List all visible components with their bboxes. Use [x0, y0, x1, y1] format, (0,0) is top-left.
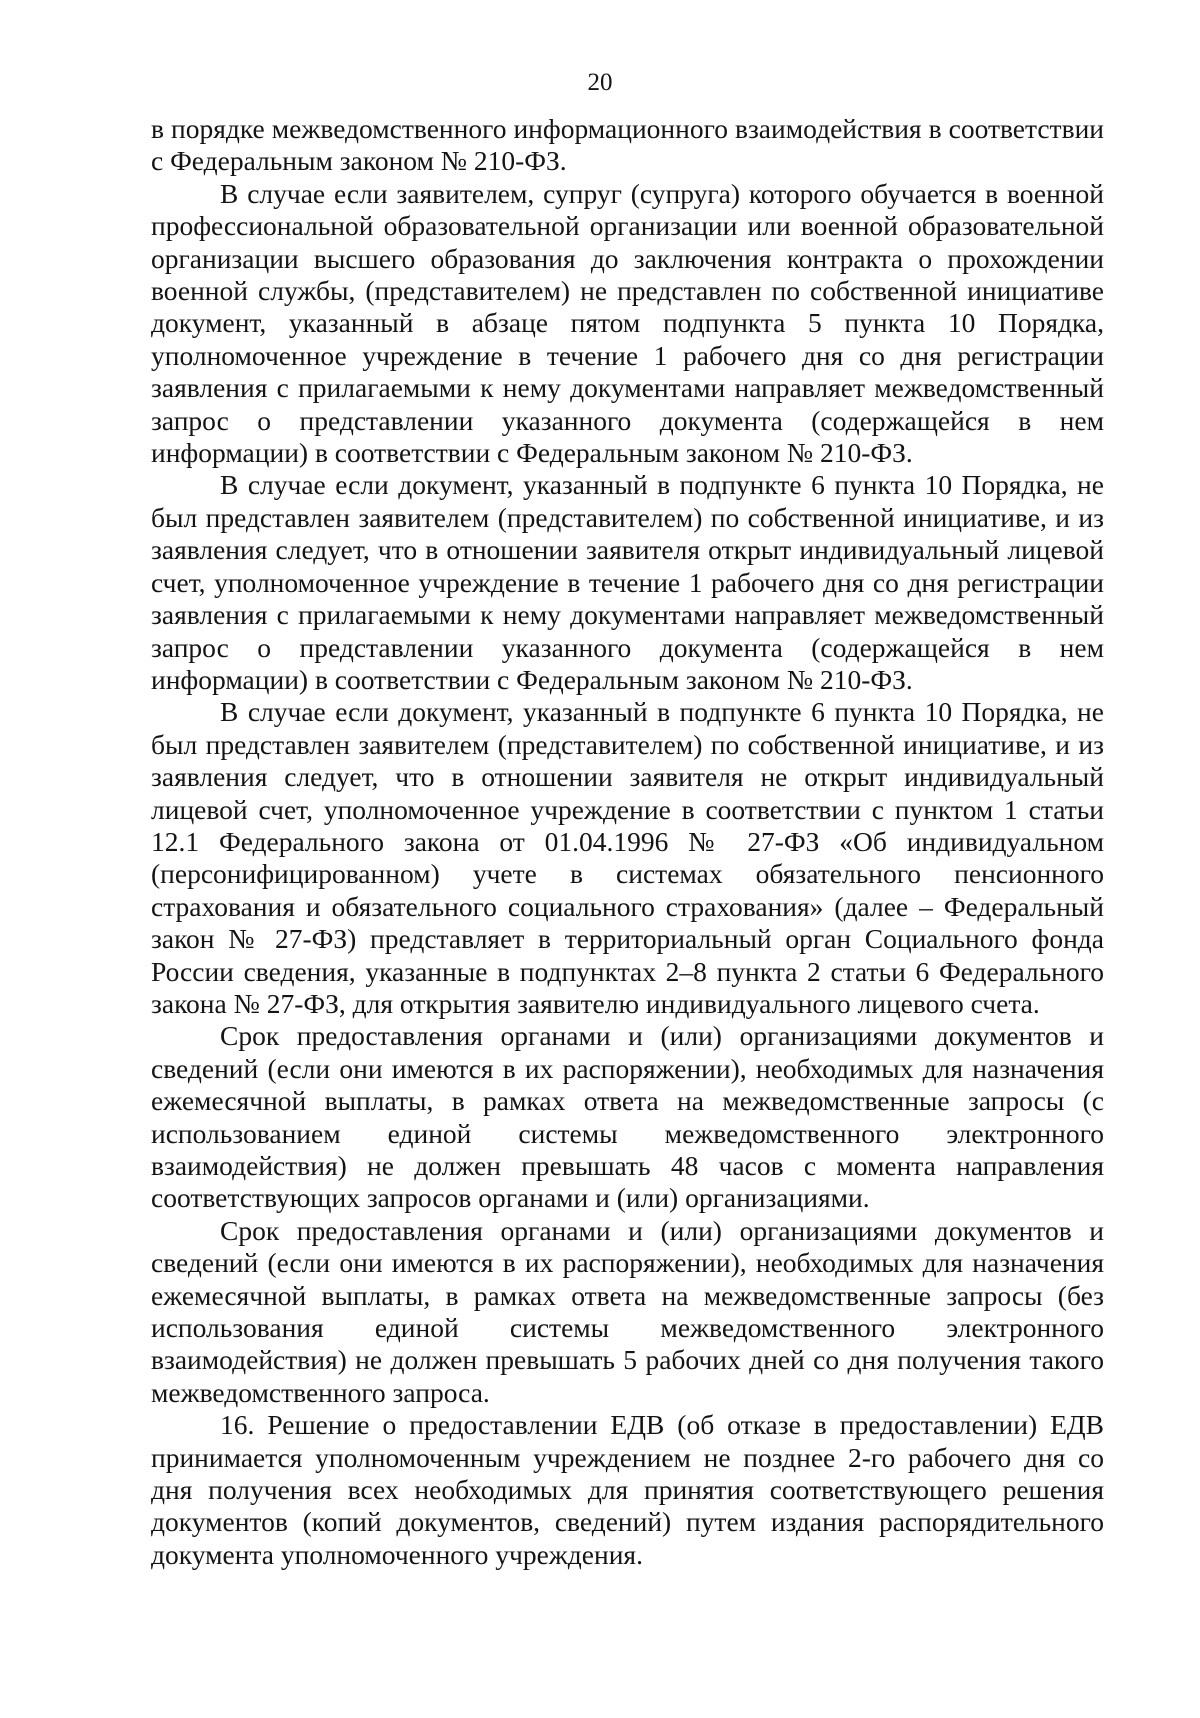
- paragraph-deadline-non-electronic: Срок предоставления органами и (или) организациями документов и сведений (если они имеются в их распоряжении), необходимых для назначения ежемесячной выплаты, в рамках ответа на межведомственные запросы (без использования единой системы межведомственного электронного взаимодействия) не должен превышать 5 рабочих дней со дня получения такого межведомственного запроса.: [151, 1214, 1104, 1408]
- document-body: [151, 113, 1104, 1571]
- paragraph-spouse-military-education: В случае если заявителем, супруг (супруга) которого обучается в военной профессиональной образовательной организации или военной образовательной организации высшего образования до заключения контракта о прохождении военной службы, (представителем) не представлен по собственной инициативе документ, указанный в абзаце пятом подпункта 5 пункта 10 Порядка, уполномоченное учреждение в течение 1 рабочего дня со дня регистрации заявления с прилагаемыми к нему документами направляет межведомственный запрос о представлении указанного документа (содержащейся в нем информации) в соответствии с Федеральным законом № 210-ФЗ.: [151, 177, 1104, 469]
- paragraph-deadline-electronic: Срок предоставления органами и (или) организациями документов и сведений (если они имеются в их распоряжении), необходимых для назначения ежемесячной выплаты, в рамках ответа на межведомственные запросы (с использованием единой системы межведомственного электронного взаимодействия) не должен превышать 48 часов с момента направления соответствующих запросов органами и (или) организациями.: [151, 1020, 1104, 1214]
- paragraph-account-not-opened: В случае если документ, указанный в подпункте 6 пункта 10 Порядка, не был представлен заявителем (представителем) по собственной инициативе, и из заявления следует, что в отношении заявителя не открыт индивидуальный лицевой счет, уполномоченное учреждение в соответствии с пунктом 1 статьи 12.1 Федерального закона от 01.04.1996 № 27-ФЗ «Об индивидуальном (персонифицированном) учете в системах обязательного пенсионного страхования и обязательного социального страхования» (далее – Федеральный закон № 27-ФЗ) представляет в территориальный орган Социального фонда России сведения, указанные в подпунктах 2–8 пункта 2 статьи 6 Федерального закона № 27-ФЗ, для открытия заявителю индивидуального лицевого счета.: [151, 696, 1104, 1019]
- page-number: 20: [587, 69, 613, 96]
- paragraph-item-16-decision: 16. Решение о предоставлении ЕДВ (об отказе в предоставлении) ЕДВ принимается уполномоченным учреждением не позднее 2-го рабочего дня со дня получения всех необходимых для принятия соответствующего решения документов (копий документов, сведений) путем издания распорядительного документа уполномоченного учреждения.: [151, 1409, 1104, 1570]
- paragraph-account-opened: В случае если документ, указанный в подпункте 6 пункта 10 Порядка, не был представлен заявителем (представителем) по собственной инициативе, и из заявления следует, что в отношении заявителя открыт индивидуальный лицевой счет, уполномоченное учреждение в течение 1 рабочего дня со дня регистрации заявления с прилагаемыми к нему документами направляет межведомственный запрос о представлении указанного документа (содержащейся в нем информации) в соответствии с Федеральным законом № 210-ФЗ.: [151, 469, 1104, 695]
- paragraph-continuation: в порядке межведомственного информационного взаимодействия в соответствии с Федеральным законом № 210-ФЗ.: [151, 113, 1104, 177]
